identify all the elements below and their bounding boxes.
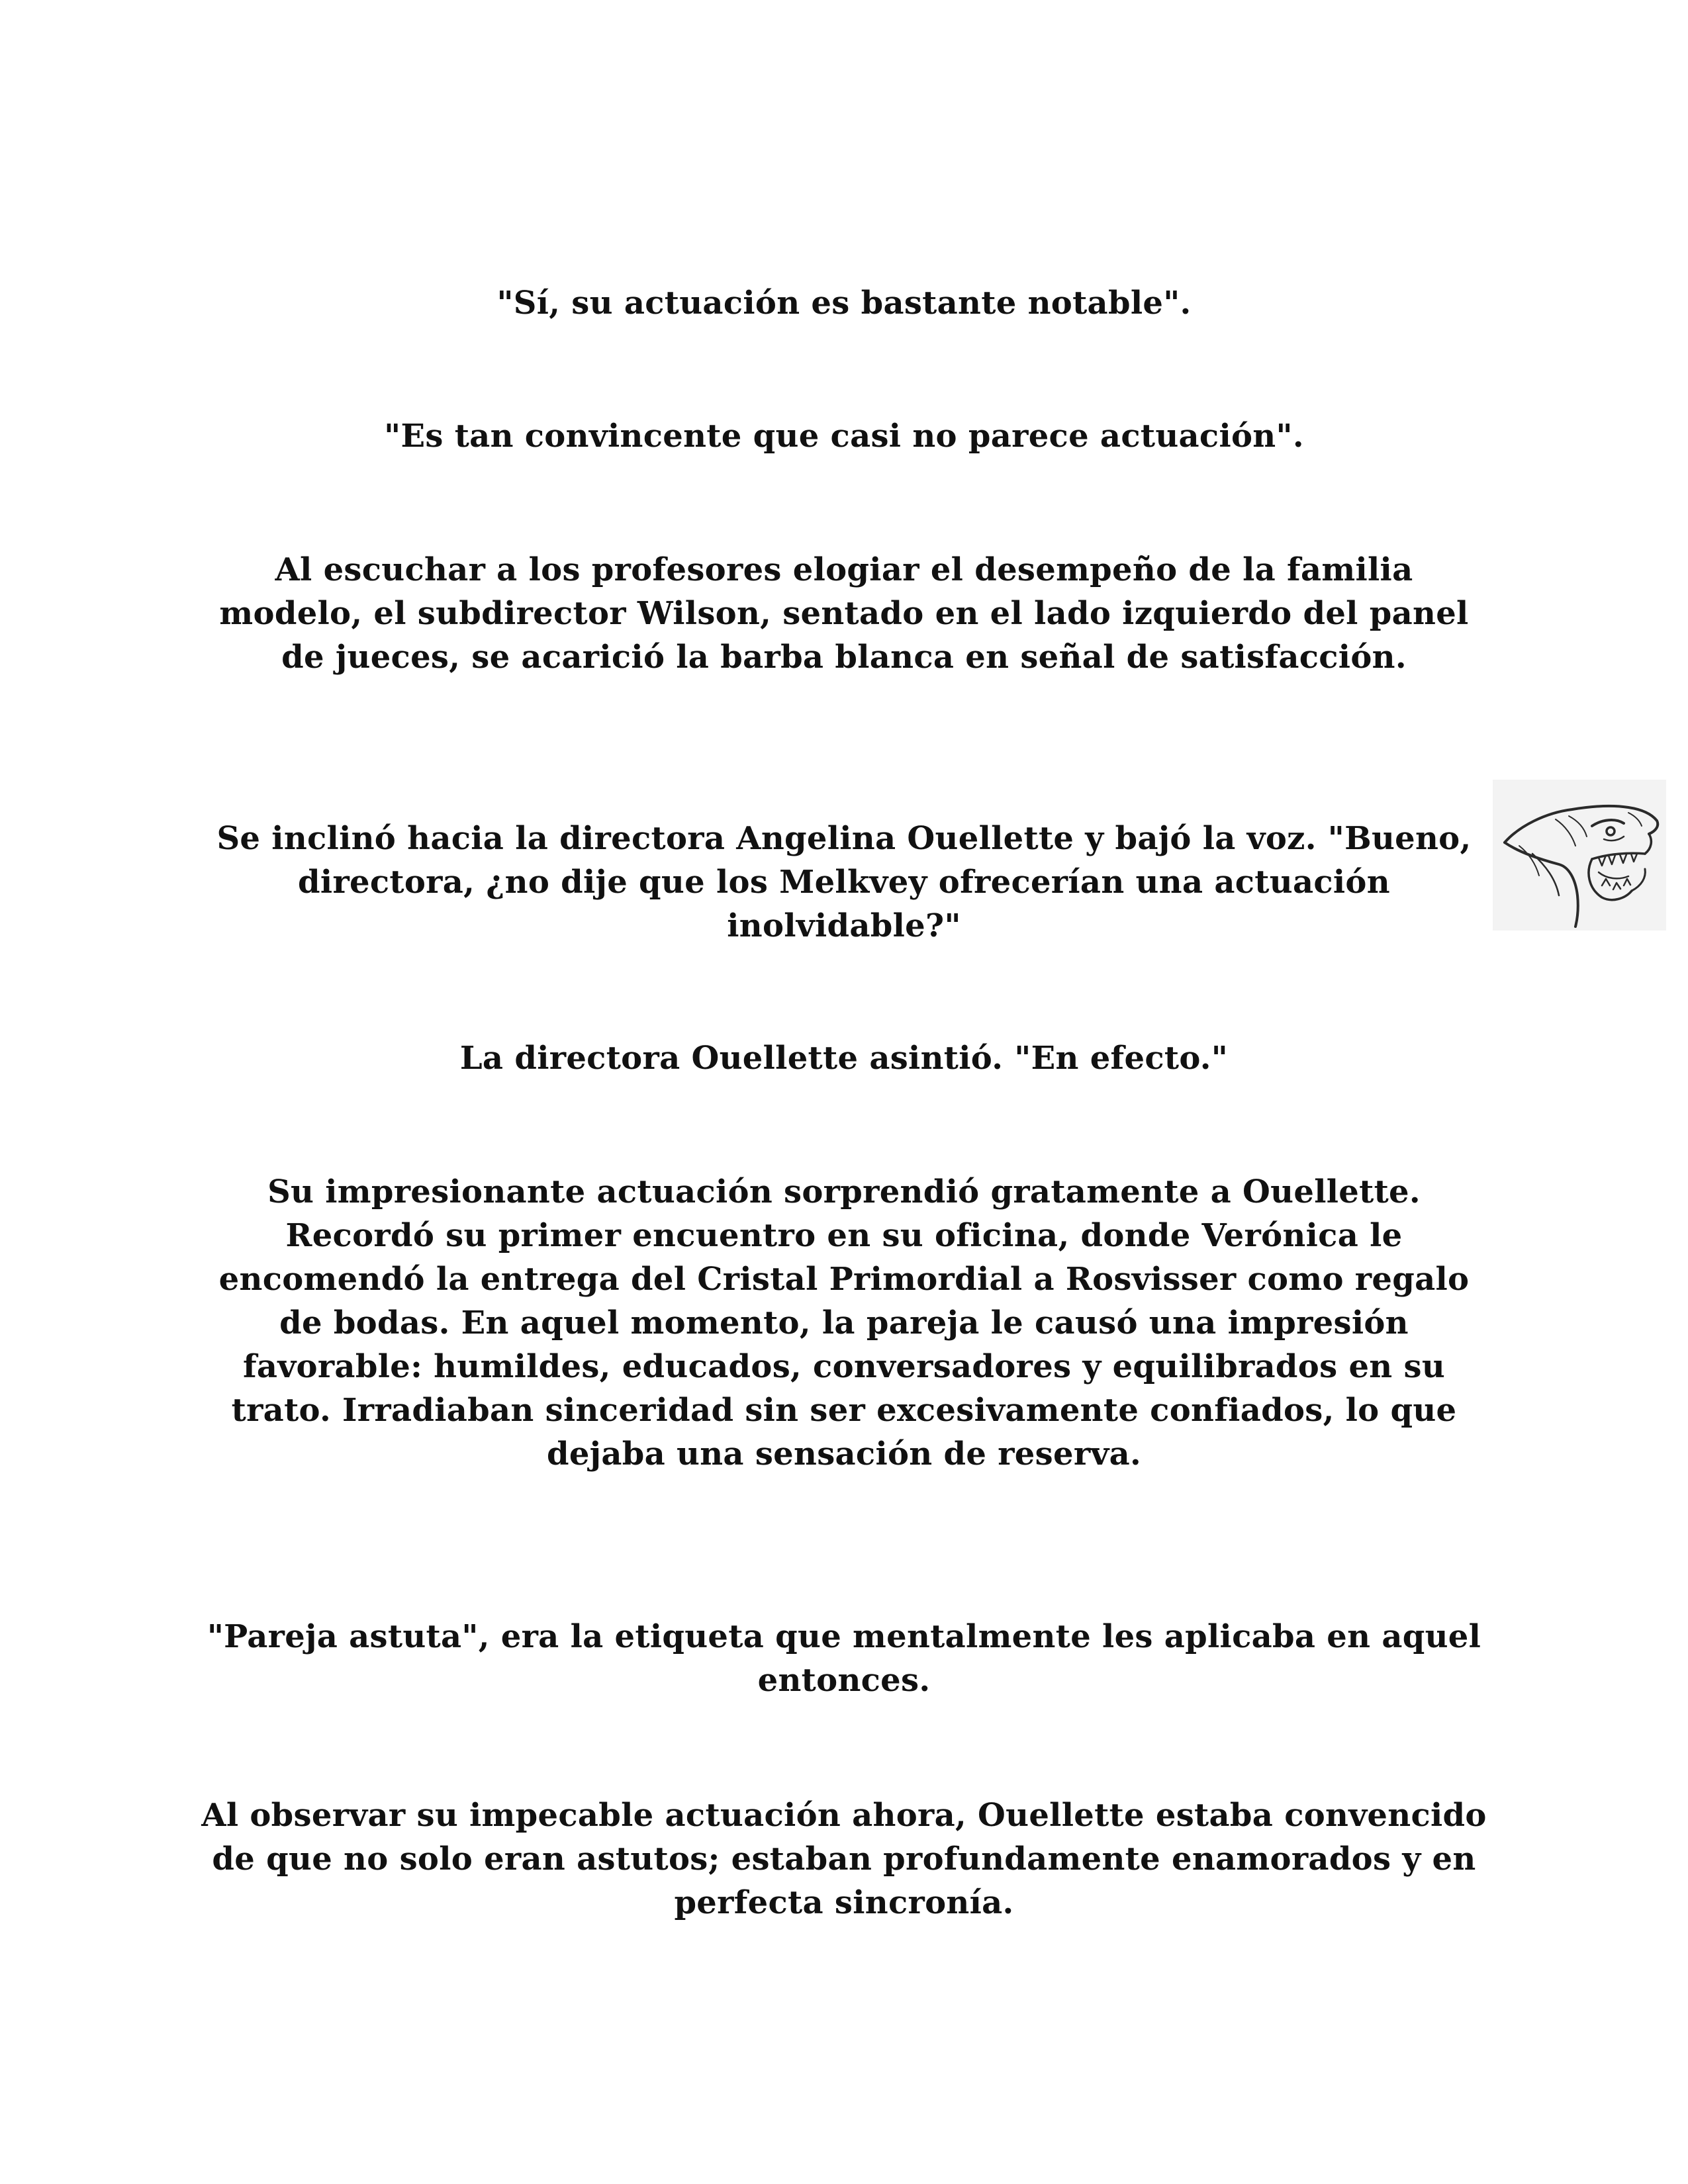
paragraph-8: Al observar su impecable actuación ahora, Ouellette estaba convencido de que no solo eran astutos; estaban profundamente enamorados y en perfecta sincronía. (201, 1797, 1487, 1921)
paragraph-4: Se inclinó hacia la directora Angelina Ouellette y bajó la voz. "Bueno, directora, ¿no dije que los Melkvey ofrecerían una actuación inolvidable?" (216, 820, 1472, 944)
paragraph-7: "Pareja astuta", era la etiqueta que mentalmente les aplicaba en aquel entonces. (207, 1618, 1481, 1699)
paragraph-2: "Es tan convincente que casi no parece actuación". (384, 418, 1304, 455)
paragraph-6: Su impresionante actuación sorprendió gratamente a Ouellette. Recordó su primer encuentro en su oficina, donde Verónica le encomendó la entrega del Cristal Primordial a Rosvisser como regalo de bodas. En aquel momento, la pareja le causó una impresión favorable: humildes, educados, conversadores y equilibrados en su trato. Irradiaban sinceridad sin ser excesivamente confiados, lo que dejaba una sensación de reserva. (218, 1173, 1470, 1473)
paragraph-5: La directora Ouellette asintió. "En efecto." (459, 1040, 1229, 1077)
dinosaur-head-sketch-icon (1493, 780, 1666, 931)
paragraph-1: "Sí, su actuación es bastante notable". (496, 285, 1192, 322)
paragraph-3: Al escuchar a los profesores elogiar el desempeño de la familia modelo, el subdirector Wilson, sentado en el lado izquierdo del panel de jueces, se acarició la barba blanca en señal de satisfacción. (219, 551, 1469, 676)
